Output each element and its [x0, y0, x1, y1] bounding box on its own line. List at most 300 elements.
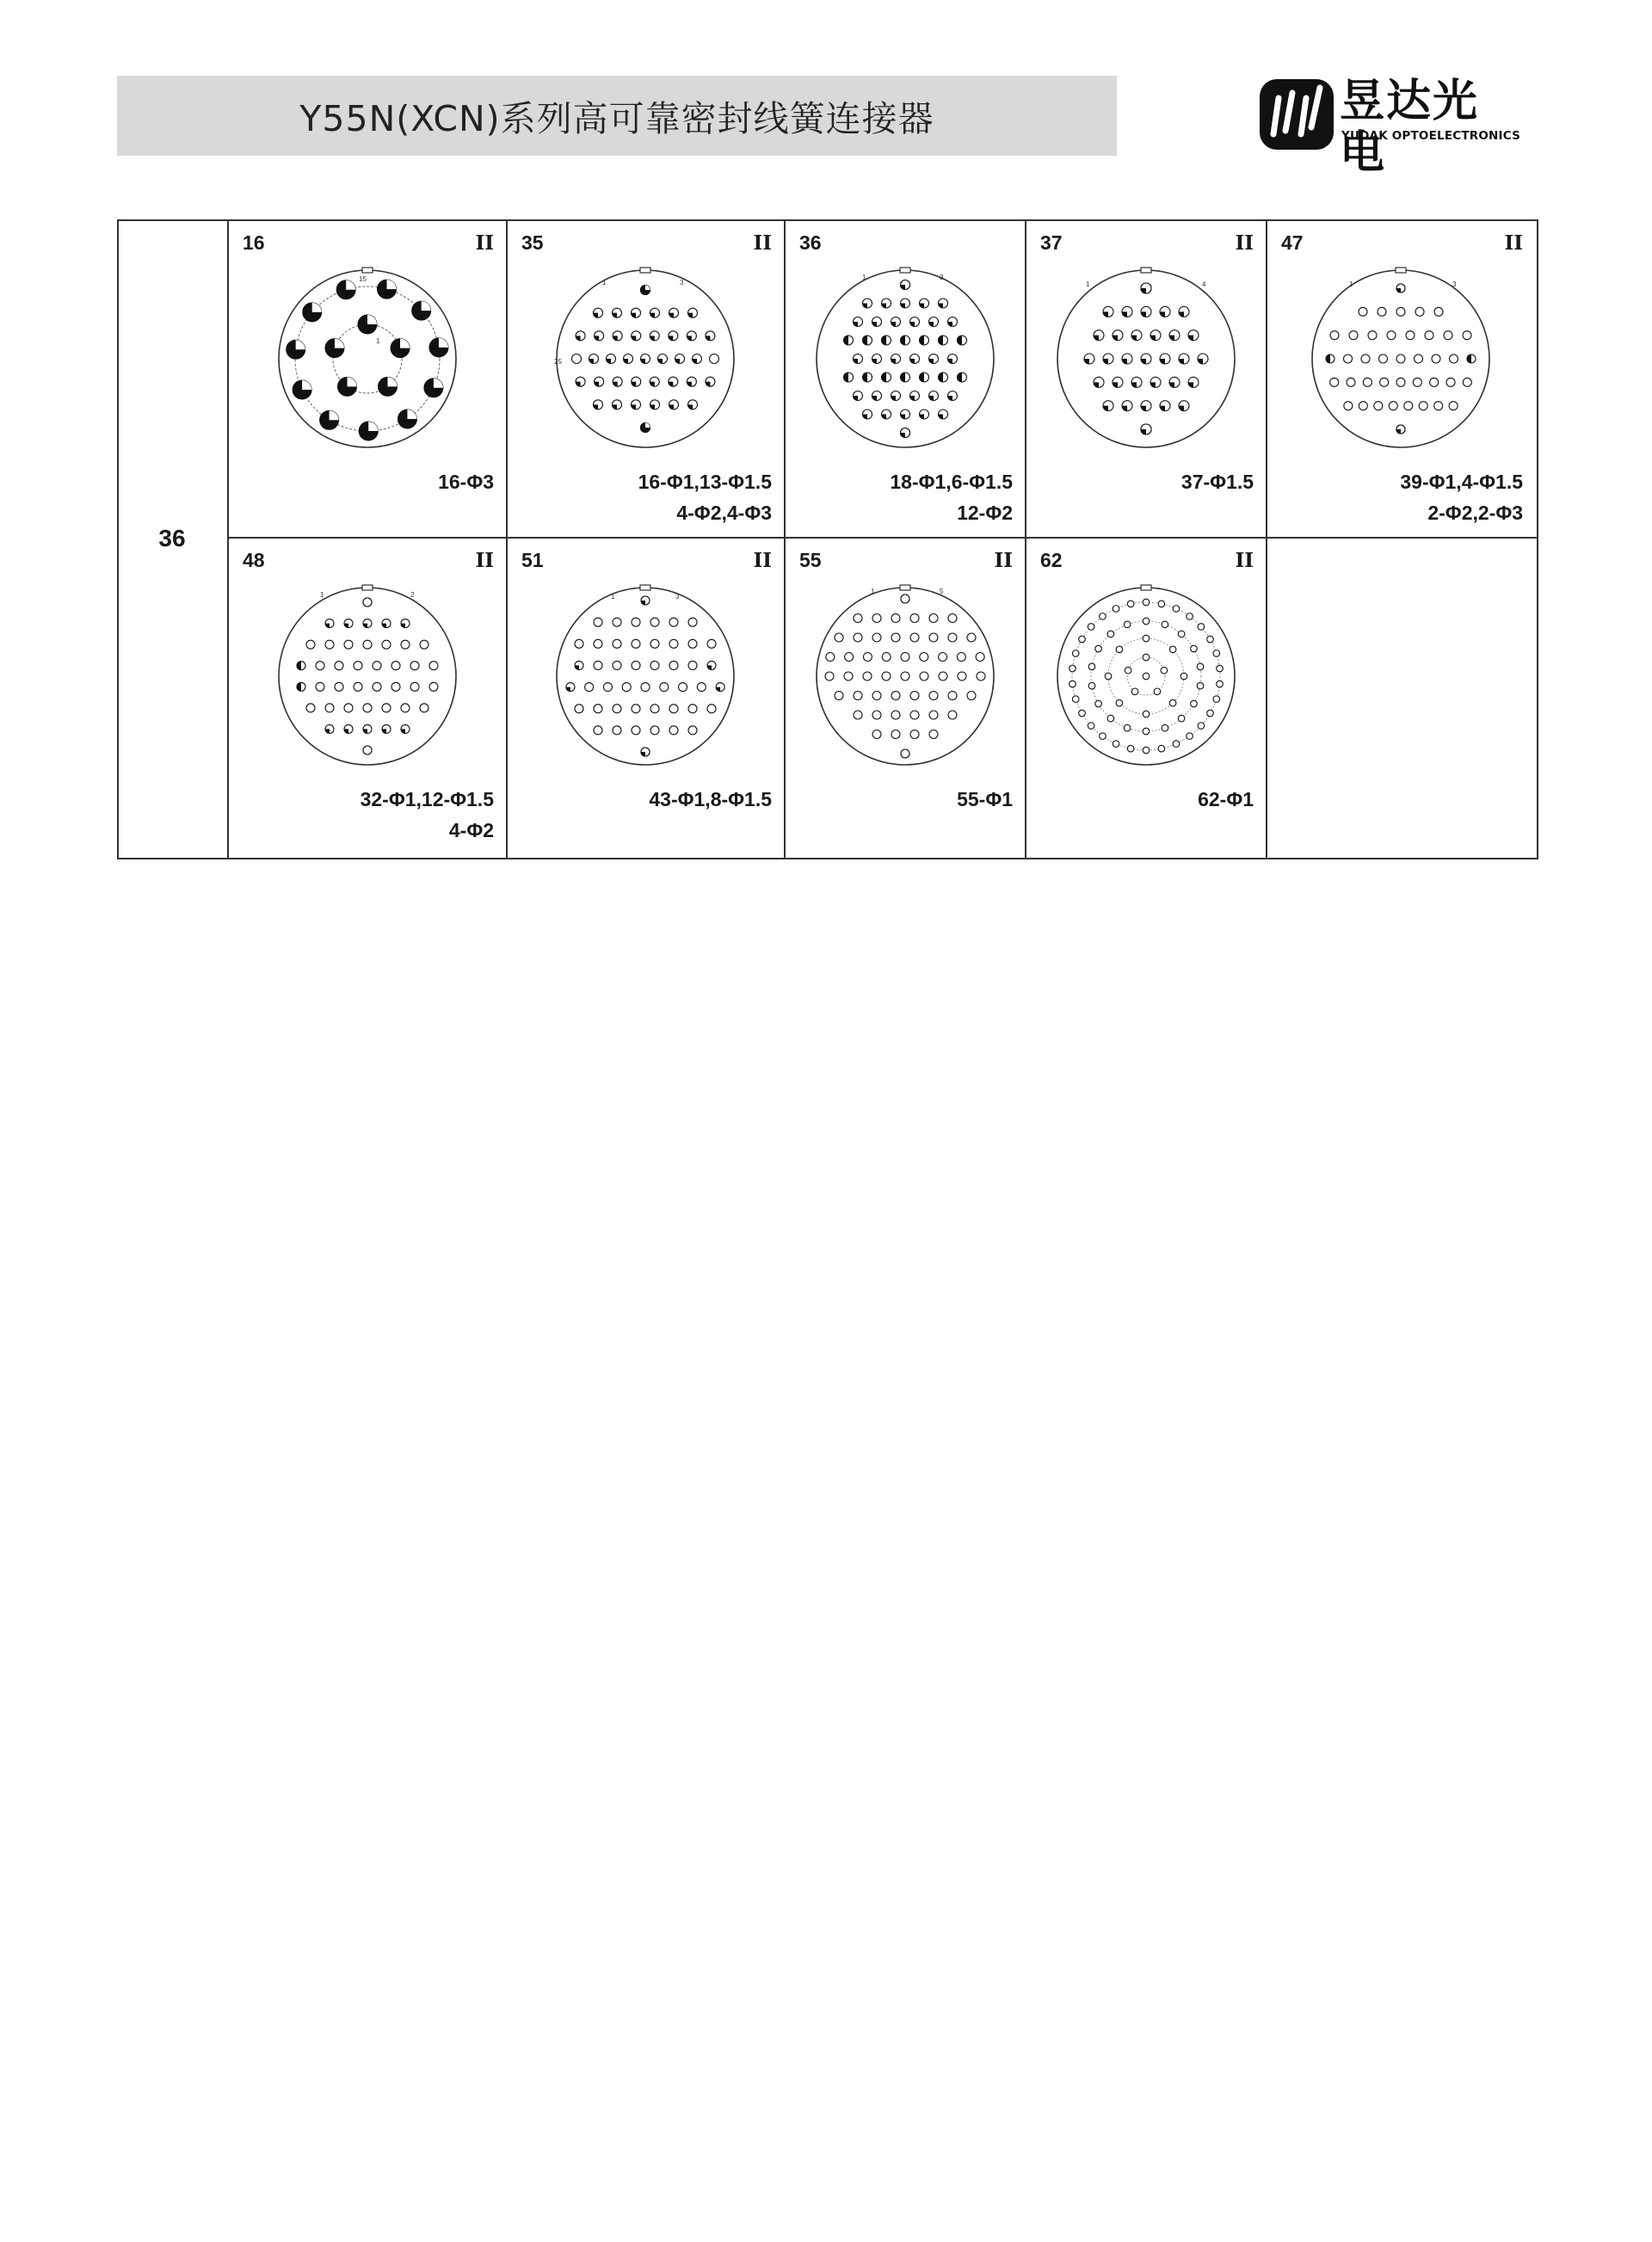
insert-cell-62 [1026, 539, 1266, 856]
contact-pin [1143, 728, 1150, 735]
contact-pin [958, 672, 966, 681]
contact-pin [575, 705, 583, 713]
contact-pin [632, 377, 641, 386]
contact-pin [297, 682, 305, 691]
contact-pin [1072, 696, 1079, 703]
contact-pin [594, 400, 603, 410]
insert-37-diagram [1051, 264, 1241, 453]
shell-size-label: 36 [158, 525, 186, 551]
contact-pin [882, 373, 891, 382]
contact-pin [669, 661, 678, 669]
insert-spec-line-1: 43-Φ1,8-Φ1.5 [649, 788, 772, 810]
contact-pin [1103, 401, 1113, 411]
contact-pin [575, 639, 583, 648]
contact-pin [660, 683, 669, 692]
contact-pin [910, 711, 919, 719]
contact-pin [641, 354, 650, 364]
contact-pin [1197, 682, 1204, 689]
contact-pin [576, 331, 585, 341]
contact-pin [891, 391, 901, 401]
contact-pin [632, 618, 640, 626]
contact-pin [632, 705, 640, 713]
contact-pin [688, 400, 698, 410]
contact-pin [613, 639, 621, 648]
contact-pin [929, 633, 938, 642]
contact-pin [1374, 402, 1383, 410]
pin-number-label: 25 [554, 358, 562, 366]
contact-pin [354, 682, 362, 691]
contact-pin [401, 619, 410, 628]
contact-pin [650, 661, 659, 669]
contact-pin [863, 653, 872, 662]
contact-pin [363, 724, 372, 733]
insert-arrangement-table [117, 219, 1537, 858]
contact-pin [632, 726, 640, 735]
contact-pin [872, 354, 882, 364]
contact-pin [1396, 378, 1405, 386]
pin-number-label: 15 [359, 275, 367, 283]
insert-36-diagram [811, 264, 1000, 453]
contact-pin [650, 377, 659, 386]
contact-pin [1213, 696, 1220, 703]
contact-pin [1198, 624, 1205, 631]
contact-pin [650, 639, 659, 648]
contact-pin [410, 662, 419, 670]
contact-pin [863, 410, 872, 419]
contact-pin [939, 299, 948, 308]
contact-pin [1124, 724, 1131, 731]
contact-pin [669, 618, 678, 626]
contact-pin [1069, 681, 1076, 687]
contact-pin [920, 336, 929, 345]
contact-pin [595, 331, 604, 341]
contact-pin [957, 653, 965, 662]
contact-pin [1463, 378, 1471, 386]
pin-number-label: 1 [376, 337, 380, 345]
contact-pin [410, 682, 419, 691]
contact-pin [872, 633, 881, 642]
contact-pin [939, 672, 947, 681]
contact-pin [1187, 613, 1193, 620]
pin-number-label: 1 [1086, 280, 1090, 288]
contact-pin [901, 373, 910, 382]
contact-pin [1113, 377, 1123, 387]
contact-pin [325, 704, 334, 712]
contact-pin [1143, 747, 1150, 754]
contact-pin [320, 410, 339, 429]
contact-pin [1207, 636, 1214, 643]
contact-pin [1141, 283, 1151, 293]
contact-pin [1396, 354, 1405, 363]
contact-pin [1191, 700, 1198, 707]
contact-pin [1162, 724, 1168, 731]
contact-pin [1154, 688, 1161, 695]
contact-pin [382, 724, 391, 733]
contact-pin [1125, 667, 1131, 674]
contact-pin [1330, 378, 1339, 386]
contact-pin [632, 661, 640, 669]
contact-pin [1406, 331, 1415, 340]
contact-pin [872, 730, 881, 739]
contact-pin [920, 672, 928, 681]
insert-class: II [994, 549, 1013, 572]
insert-number: 37 [1040, 231, 1063, 254]
logo-name-cn: 昱达光电 [1340, 76, 1480, 179]
contact-pin [1103, 354, 1113, 364]
contact-pin [335, 682, 343, 691]
contact-pin [693, 354, 702, 364]
contact-pin [398, 410, 416, 428]
contact-pin [344, 640, 353, 649]
contact-pin [707, 705, 716, 713]
contact-pin [1425, 331, 1433, 340]
insert-class: II [753, 549, 772, 572]
contact-pin [844, 672, 853, 681]
contact-pin [920, 653, 928, 662]
contact-pin [401, 640, 410, 649]
insert-number: 62 [1040, 549, 1063, 571]
contact-pin [1434, 402, 1443, 410]
contact-pin [1396, 284, 1405, 293]
insert-48-pins [297, 591, 438, 755]
contact-pin [337, 377, 356, 396]
contact-pin [882, 653, 891, 662]
insert-spec-line-1: 18-Φ1,6-Φ1.5 [890, 471, 1013, 493]
contact-pin [594, 726, 602, 735]
pin-number-label: 3 [1452, 280, 1457, 288]
contact-pin [594, 618, 602, 626]
contact-pin [1161, 667, 1168, 674]
contact-pin [910, 614, 919, 623]
contact-pin [669, 308, 679, 317]
contact-pin [1434, 307, 1443, 316]
contact-pin [669, 705, 678, 713]
contact-pin [891, 692, 900, 700]
contact-pin [1415, 307, 1424, 316]
contact-pin [854, 391, 863, 401]
contact-pin [1143, 654, 1150, 661]
contact-pin [382, 704, 391, 712]
contact-pin [603, 683, 612, 692]
contact-pin [872, 317, 882, 327]
contact-pin [976, 653, 984, 662]
contact-pin [688, 726, 697, 735]
contact-pin [379, 377, 398, 396]
contact-pin [854, 614, 862, 623]
contact-pin [575, 661, 583, 669]
contact-pin [363, 619, 372, 628]
contact-pin [378, 280, 397, 299]
contact-pin [854, 692, 862, 700]
contact-pin [391, 682, 400, 691]
contact-pin [1095, 645, 1102, 652]
contact-pin [1116, 699, 1123, 706]
contact-pin [595, 377, 604, 386]
contact-pin [1404, 402, 1413, 410]
insert-16-diagram [273, 264, 462, 453]
logo-mark-icon [1258, 74, 1337, 153]
contact-pin [669, 639, 678, 648]
contact-pin [882, 410, 891, 419]
contact-pin [872, 711, 881, 719]
contact-pin [594, 705, 602, 713]
contact-pin [1379, 354, 1388, 363]
contact-pin [632, 331, 641, 341]
contact-pin [1217, 681, 1224, 687]
insert-class: II [1504, 231, 1523, 255]
contact-pin [1169, 646, 1176, 653]
contact-pin [1079, 710, 1086, 717]
contact-pin [363, 640, 372, 649]
contact-pin [1088, 624, 1094, 631]
contact-pin [929, 692, 938, 700]
contact-pin [1349, 331, 1358, 340]
contact-pin [901, 336, 910, 345]
contact-pin [1160, 354, 1170, 364]
contact-pin [958, 373, 967, 382]
contact-pin [429, 338, 448, 357]
contact-pin [1107, 631, 1114, 637]
contact-pin [306, 704, 315, 712]
contact-pin [1359, 307, 1367, 316]
contact-pin [929, 711, 938, 719]
pin-number-label: 1 [1349, 280, 1353, 288]
contact-pin [901, 653, 909, 662]
contact-pin [594, 661, 602, 669]
contact-pin [1160, 306, 1170, 317]
contact-pin [891, 711, 900, 719]
contact-pin [641, 286, 650, 295]
contact-pin [1217, 665, 1224, 672]
pin-number-label: 3 [940, 274, 944, 281]
insert-spec-line-1: 16-Φ3 [438, 471, 494, 493]
insert-spec-line-1: 62-Φ1 [1198, 788, 1254, 810]
contact-pin [1113, 330, 1123, 341]
contact-pin [948, 614, 957, 623]
contact-pin [688, 661, 697, 669]
contact-pin [613, 400, 622, 410]
contact-pin [910, 692, 919, 700]
contact-pin [1387, 331, 1396, 340]
contact-pin [967, 633, 976, 642]
contact-pin [1213, 650, 1220, 657]
insert-62-diagram [1051, 582, 1241, 771]
contact-pin [1191, 645, 1198, 652]
contact-pin [325, 619, 334, 628]
contact-pin [1178, 715, 1185, 722]
insert-51-pins [566, 593, 724, 756]
contact-pin [1179, 306, 1189, 317]
contact-pin [373, 682, 381, 691]
insert-class: II [753, 231, 772, 255]
contact-pin [1173, 741, 1180, 748]
contact-pin [910, 391, 920, 401]
contact-pin [1107, 715, 1114, 722]
contact-pin [589, 354, 599, 364]
contact-pin [929, 730, 938, 739]
contact-pin [929, 614, 938, 623]
pin-number-label: 2 [410, 591, 415, 599]
contact-pin [1169, 377, 1180, 387]
contact-pin [316, 662, 324, 670]
contact-pin [632, 308, 641, 317]
contact-pin [1419, 402, 1427, 410]
contact-pin [1450, 354, 1458, 363]
contact-pin [707, 661, 716, 669]
contact-pin [1430, 378, 1439, 386]
contact-pin [1122, 354, 1132, 364]
contact-pin [687, 331, 696, 341]
contact-pin [1444, 331, 1452, 340]
contact-pin [910, 317, 920, 327]
contact-pin [891, 317, 901, 327]
contact-pin [641, 748, 650, 756]
contact-pin [882, 672, 891, 681]
contact-pin [825, 672, 834, 681]
contact-pin [1150, 330, 1161, 341]
contact-pin [669, 726, 678, 735]
contact-pin [325, 339, 344, 358]
contact-pin [1380, 378, 1389, 386]
contact-pin [401, 724, 410, 733]
contact-pin [650, 726, 659, 735]
contact-pin [316, 682, 324, 691]
contact-pin [1396, 425, 1405, 434]
contact-pin [1187, 733, 1193, 740]
contact-pin [844, 336, 854, 345]
insert-cell-36 [786, 221, 1025, 537]
contact-pin [1446, 378, 1455, 386]
contact-pin [697, 683, 706, 692]
contact-pin [1131, 688, 1138, 695]
contact-pin [613, 331, 622, 341]
contact-pin [882, 336, 891, 345]
pin-number-label: 3 [680, 279, 684, 286]
contact-pin [641, 423, 650, 433]
contact-pin [929, 391, 939, 401]
logo-name-en: YUDAK OPTOELECTRONICS [1341, 129, 1521, 143]
contact-pin [910, 730, 919, 739]
contact-pin [1179, 354, 1189, 364]
contact-pin [382, 619, 391, 628]
contact-pin [1368, 331, 1377, 340]
contact-pin [306, 640, 315, 649]
contact-pin [1116, 646, 1123, 653]
contact-pin [1079, 636, 1086, 643]
contact-pin [901, 594, 909, 603]
contact-pin [1141, 424, 1151, 434]
contact-pin [1141, 354, 1151, 364]
contact-pin [1095, 700, 1102, 707]
insert-spec-line-1: 55-Φ1 [957, 788, 1013, 810]
contact-pin [622, 683, 631, 692]
contact-pin [835, 692, 843, 700]
contact-pin [958, 336, 967, 345]
insert-number: 47 [1281, 231, 1304, 254]
contact-pin [910, 633, 919, 642]
contact-pin [1105, 673, 1112, 680]
contact-pin [688, 639, 697, 648]
contact-pin [872, 391, 882, 401]
contact-pin [929, 354, 939, 364]
contact-pin [429, 662, 438, 670]
contact-pin [1069, 665, 1076, 672]
insert-55-pins [825, 588, 985, 758]
contact-pin [344, 619, 353, 628]
insert-cell-48 [229, 539, 506, 856]
insert-class: II [475, 549, 494, 572]
contact-pin [344, 724, 353, 733]
contact-pin [363, 704, 372, 712]
contact-pin [650, 705, 659, 713]
contact-pin [382, 640, 391, 649]
contact-pin [1084, 354, 1094, 364]
contact-pin [613, 308, 622, 317]
contact-pin [641, 596, 650, 605]
contact-pin [594, 639, 602, 648]
contact-pin [1127, 601, 1134, 607]
contact-pin [613, 377, 622, 386]
insert-47-diagram [1306, 264, 1495, 453]
pin-number-label: 5 [940, 588, 944, 595]
contact-pin [679, 683, 687, 692]
insert-cell-55 [786, 539, 1025, 856]
contact-pin [650, 618, 659, 626]
contact-pin [363, 598, 372, 607]
contact-pin [1143, 618, 1150, 625]
insert-51-diagram [551, 582, 740, 771]
contact-pin [948, 354, 958, 364]
contact-pin [1169, 699, 1176, 706]
insert-48-diagram [273, 582, 462, 771]
title-bar [117, 76, 1117, 156]
contact-pin [910, 354, 920, 364]
contact-pin [891, 633, 900, 642]
contact-pin [1150, 377, 1161, 387]
pin-number-label: 1 [871, 588, 875, 595]
contact-pin [854, 633, 862, 642]
contact-pin [706, 377, 715, 386]
contact-pin [1160, 401, 1170, 411]
contact-pin [1094, 330, 1104, 341]
pin-number-label: 3 [675, 593, 680, 601]
contact-pin [1124, 621, 1131, 628]
contact-pin [1347, 378, 1355, 386]
contact-pin [297, 662, 305, 670]
contact-pin [1361, 354, 1370, 363]
insert-number: 36 [799, 231, 822, 254]
contact-pin [1100, 733, 1106, 740]
contact-pin [901, 280, 910, 290]
contact-pin [948, 317, 958, 327]
contact-pin [1088, 682, 1095, 689]
pin-number-label: 1 [611, 593, 615, 601]
insert-class: II [1235, 549, 1254, 572]
contact-pin [854, 711, 862, 719]
contact-pin [1122, 401, 1132, 411]
contact-pin [391, 339, 410, 358]
contact-pin [1113, 741, 1119, 748]
contact-pin [576, 377, 585, 386]
pin-number-label: 4 [1202, 280, 1206, 288]
insert-37-pins [1084, 280, 1208, 434]
contact-pin [920, 373, 929, 382]
contact-pin [1449, 402, 1458, 410]
contact-pin [920, 410, 929, 419]
insert-36-pins [844, 274, 967, 438]
contact-pin [335, 662, 343, 670]
contact-pin [872, 692, 881, 700]
